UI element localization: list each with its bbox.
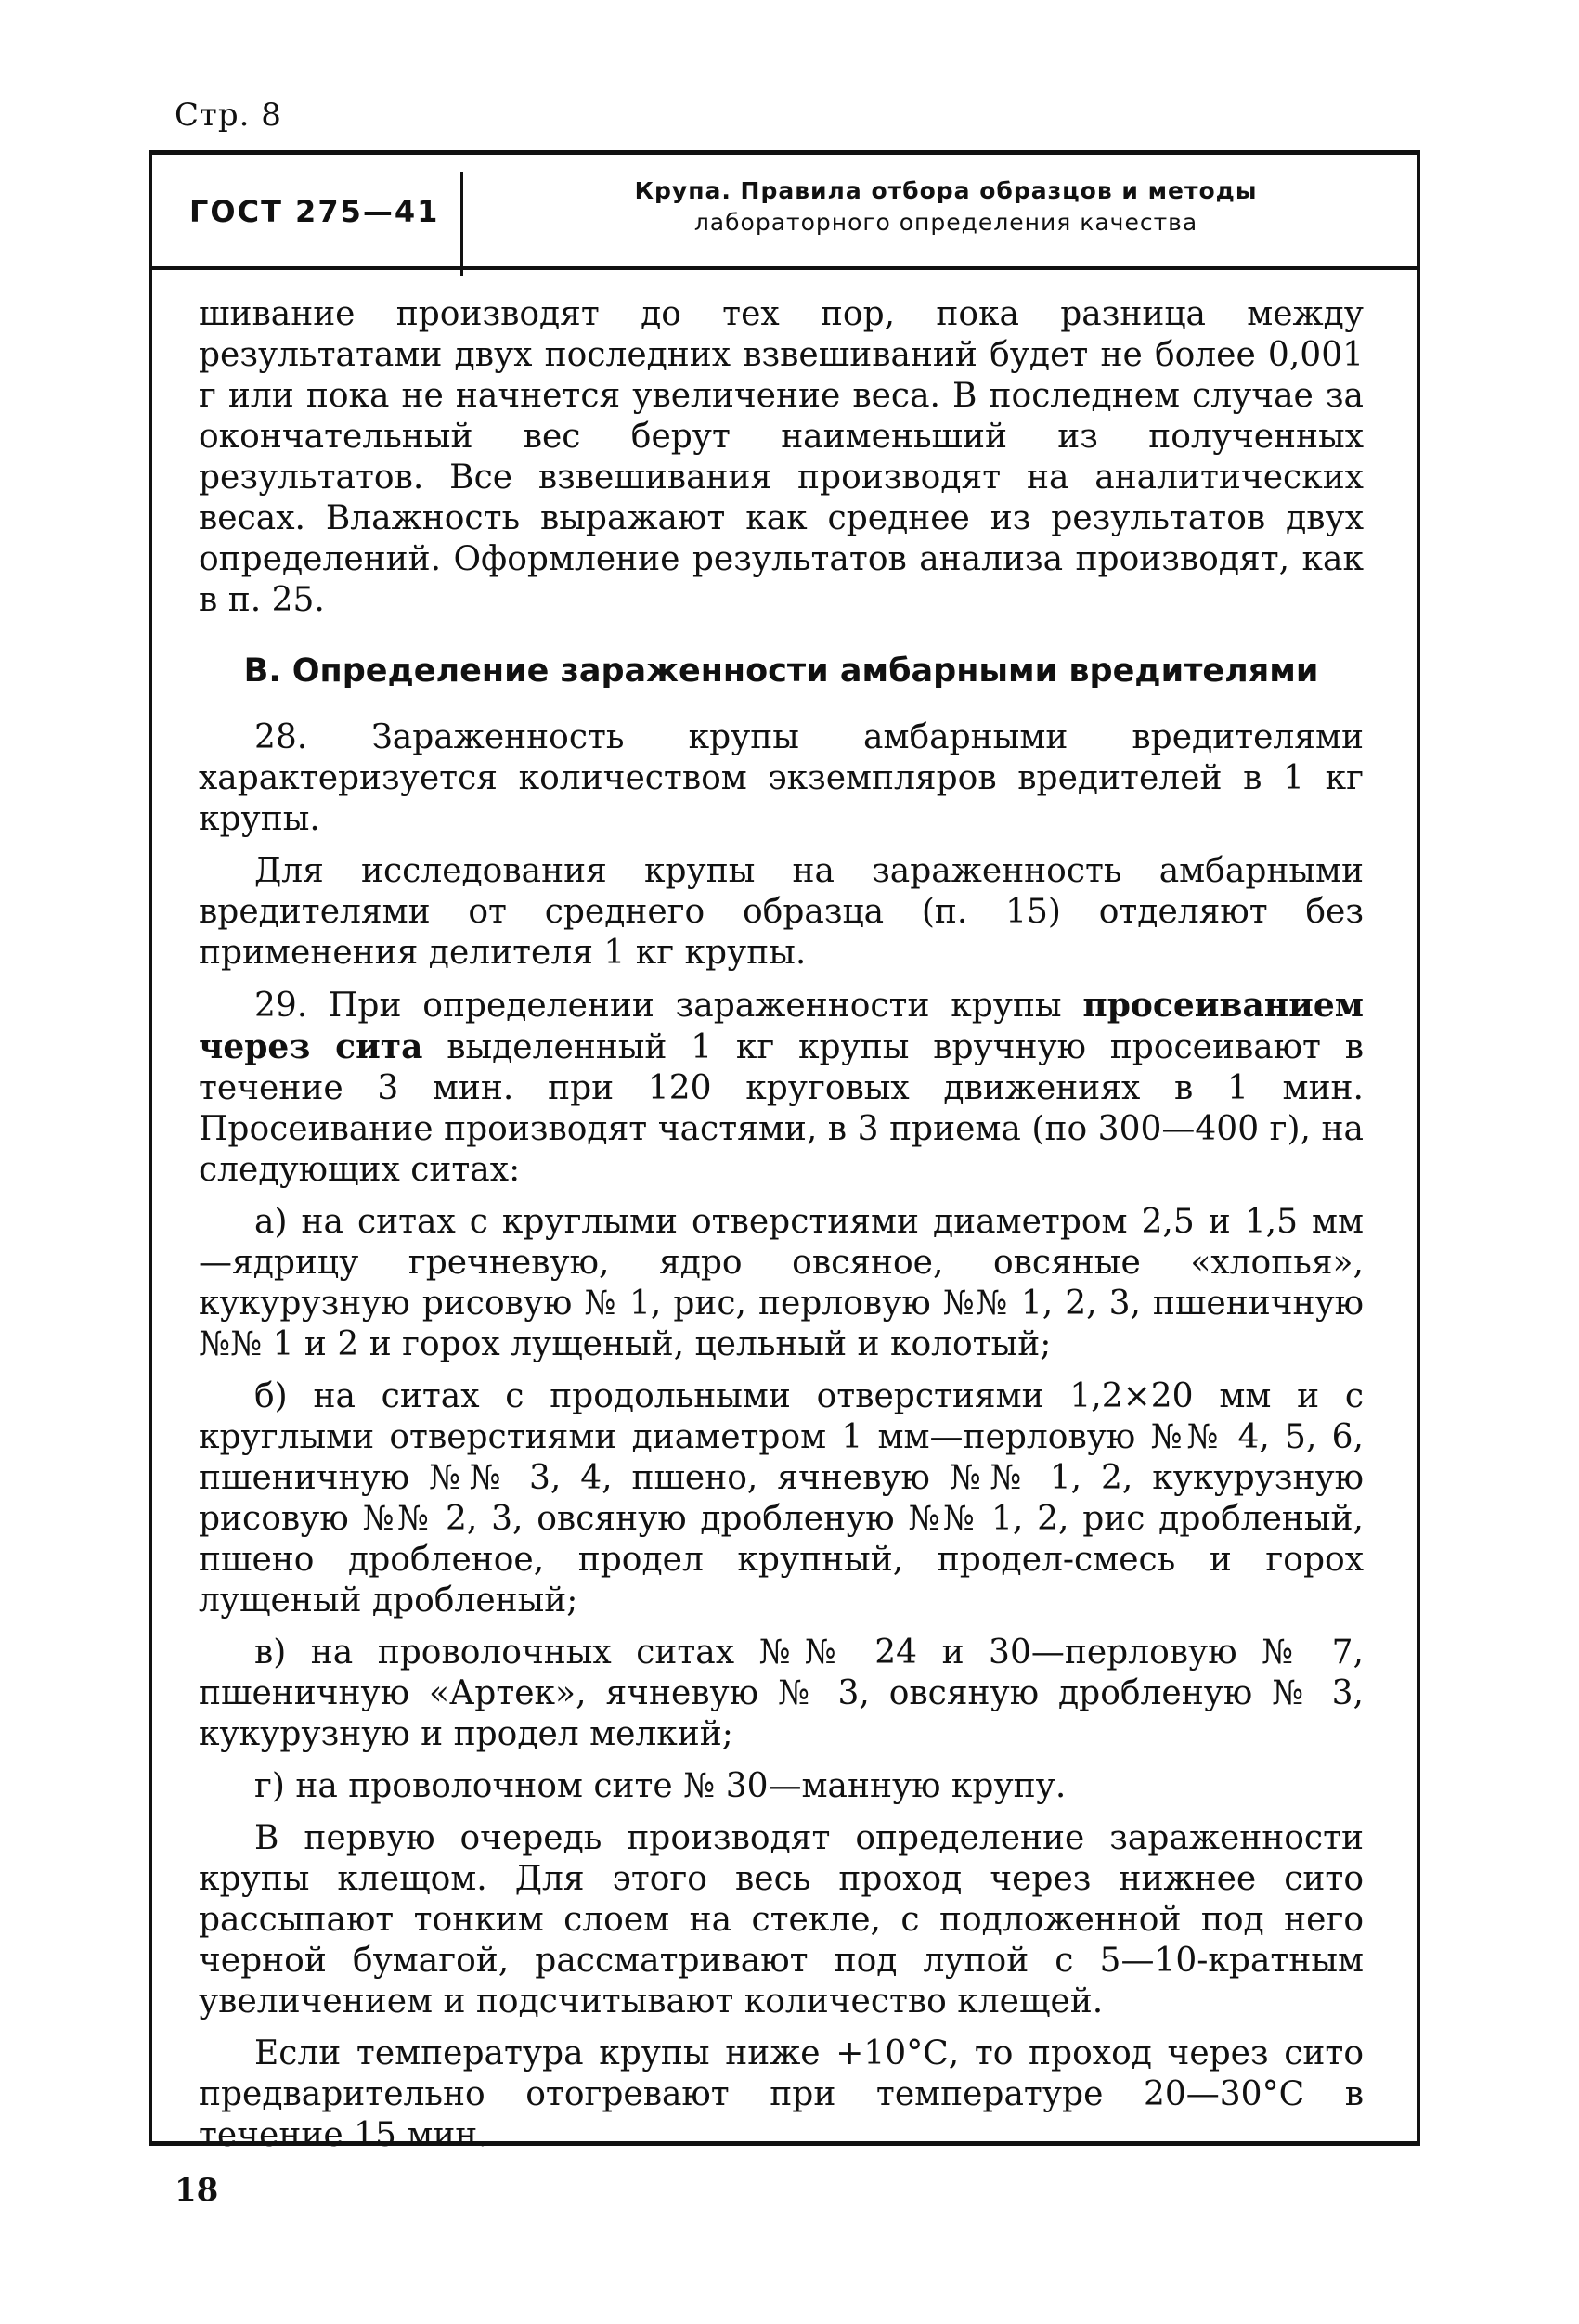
- document-header: [152, 155, 1417, 270]
- page-number: 18: [175, 2172, 219, 2209]
- list-item-a: а) на ситах с круглыми отверстиями диаметром 2,5 и 1,5 мм—ядрицу гречневую, ядро овсяное, овсяные «хлопья», кукурузную рисовую № 1, рис, перловую №№ 1, 2, 3, пшеничную №№ 1 и 2 и горох лущеный, цельный и колотый;: [199, 1203, 1364, 1363]
- paragraph-28: 28. Зараженность крупы амбарными вредителями характеризуется количеством экземпляров вредителей в 1 кг крупы.: [199, 718, 1364, 838]
- paragraph-temperature: Если температура крупы ниже +10°С, то проход через сито предварительно отогревают при температуре 20—30°С в течение 15 мин.: [199, 2034, 1364, 2154]
- list-item-b: б) на ситах с продольными отверстиями 1,2×20 мм и с круглыми отверстиями диаметром 1 мм—перловую №№ 4, 5, 6, пшеничную №№ 3, 4, пшено, ячневую №№ 1, 2, кукурузную рисовую №№ 2, 3, овсяную дробленую №№ 1, 2, рис дробленый, пшено дробленое, продел крупный, продел-смесь и горох лущеный дробленый;: [199, 1377, 1364, 1620]
- standard-number: ГОСТ 275—41: [189, 194, 440, 229]
- paragraph-29-end: выделенный 1 кг крупы вручную просеивают в течение 3 мин. при 120 круговых движениях в 1 мин. Просеивание производят частями, в 3 приема (по 300—400 г), на следующих ситах:: [199, 1028, 1364, 1189]
- paragraph-28-sampling: Для исследования крупы на зараженность амбарными вредителями от среднего образца (п. 15) отделяют без применения делителя 1 кг крупы.: [199, 852, 1364, 972]
- title-line-2: лабораторного определения качества: [693, 209, 1198, 236]
- header-divider: [460, 172, 463, 276]
- paragraph-29: [199, 985, 1364, 1191]
- page-label: Стр. 8: [175, 97, 282, 134]
- section-heading: В. Определение зараженности амбарными вредителями: [243, 652, 1319, 690]
- paragraph-29-bold: просеиванием через сита: [199, 986, 1364, 1066]
- paragraph-continued: шивание производят до тех пор, пока разница между результатами двух последних взвешиваний будет не более 0,001 г или пока не начнется увеличение веса. В последнем случае за окончательный вес берут наименьший из полученных результатов. Все взвешивания производят на аналитических весах. Влажность выражают как среднее из результатов двух определений. Оформление результатов анализа производят, как в п. 25.: [199, 295, 1364, 619]
- paragraph-mites: В первую очередь производят определение зараженности крупы клещом. Для этого весь проход через нижнее сито рассыпают тонким слоем на стекле, с подложенной под него черной бумагой, рассматривают под лупой с 5—10-кратным увеличением и подсчитывают количество клещей.: [199, 1819, 1364, 2021]
- paragraph-29-start: 29. При определении зараженности крупы: [254, 987, 1083, 1025]
- document-body: [199, 294, 1364, 2167]
- list-item-v: в) на проволочных ситах №№ 24 и 30—перловую № 7, пшеничную «Артек», ячневую № 3, овсяную дробленую № 3, кукурузную и продел мелкий;: [199, 1633, 1364, 1753]
- page-frame: [149, 150, 1420, 2154]
- title-line-1: Крупа. Правила отбора образцов и методы: [634, 177, 1258, 204]
- document-title: [486, 175, 1405, 239]
- list-item-g: г) на проволочном сите № 30—манную крупу.: [254, 1767, 1067, 1805]
